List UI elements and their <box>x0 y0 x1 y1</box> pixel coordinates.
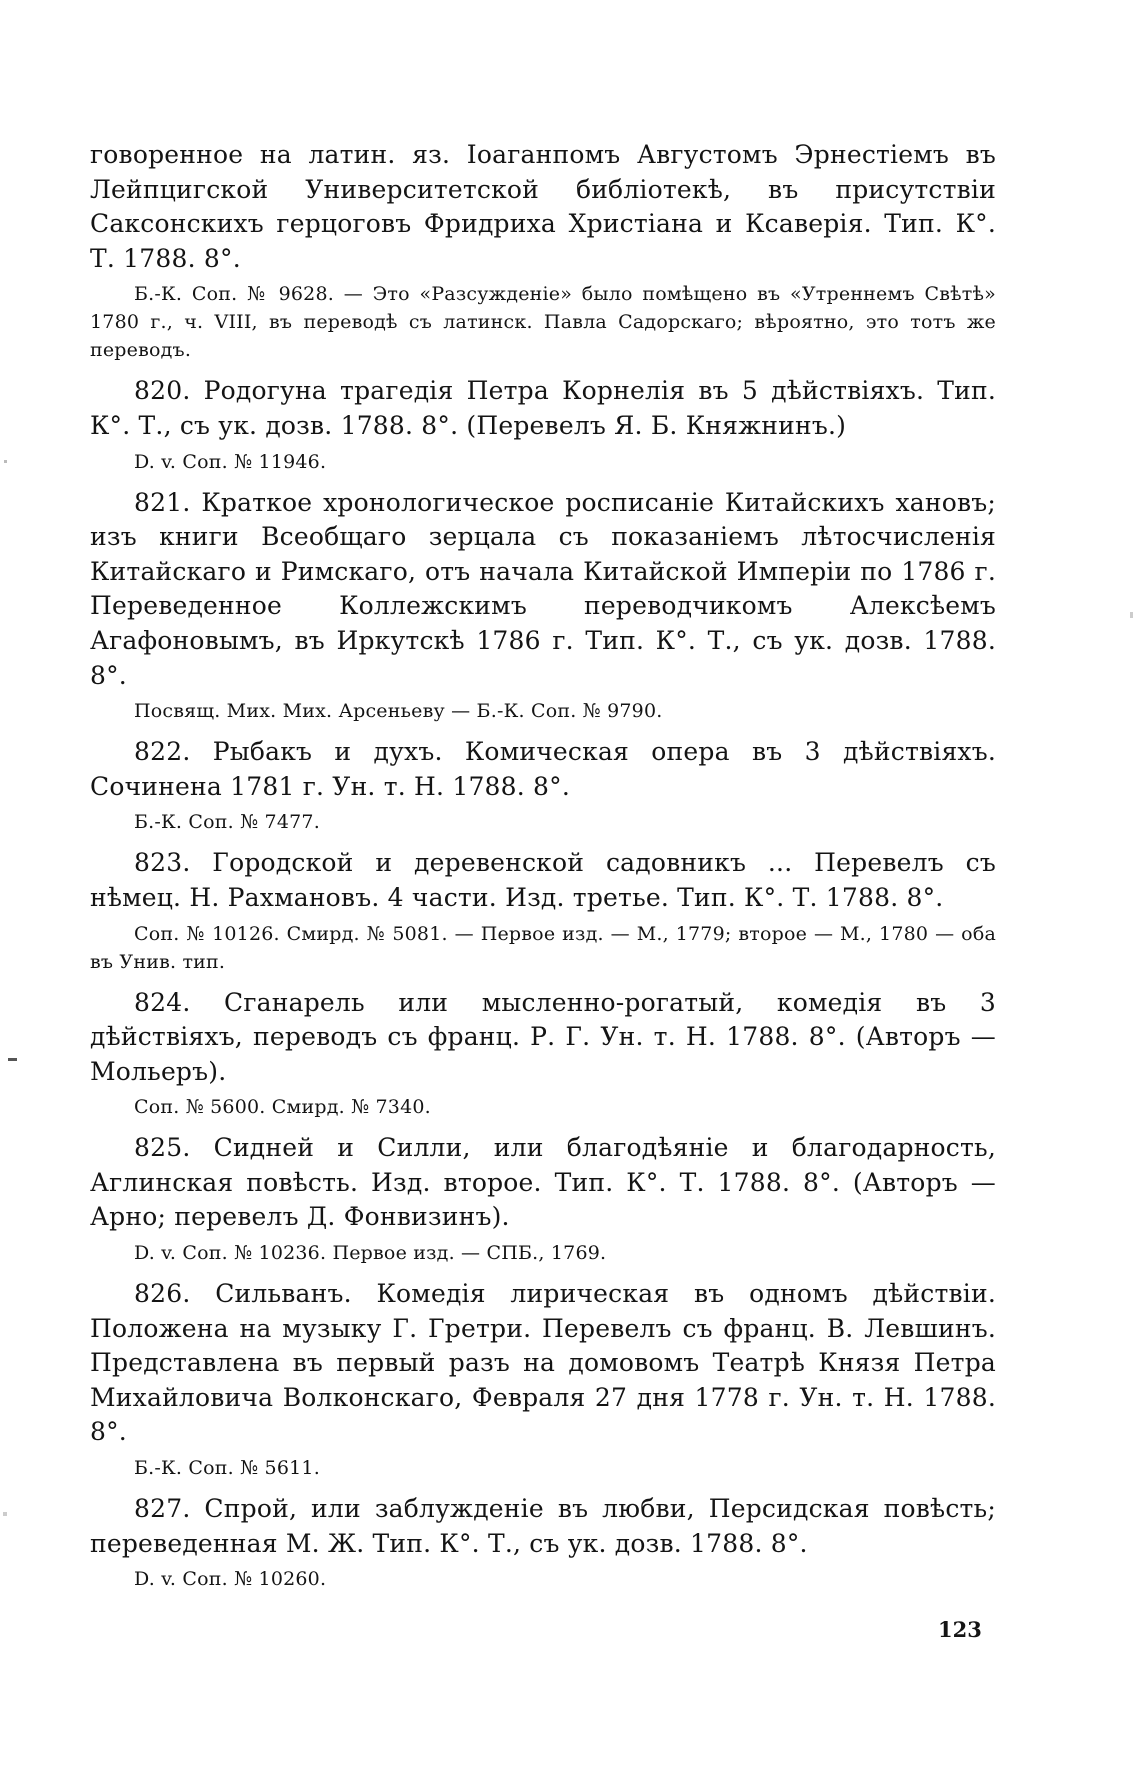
entry-822 <box>90 735 996 836</box>
entry-825 <box>90 1131 996 1267</box>
scan-speck <box>8 1058 17 1061</box>
entry-text: 825. Сидней и Силли, или благодѣяніе и благодарность, Аглинская повѣсть. Изд. второе. Тип. К°. Т. 1788. 8°. (Авторъ — Арно; перевелъ Д. Фонвизинъ). <box>90 1133 996 1232</box>
scan-speck <box>4 460 7 463</box>
scan-speck <box>1130 612 1133 618</box>
entry-text: 824. Сганарель или мысленно-рогатый, комедія въ 3 дѣйствіяхъ, переводъ съ франц. Р. Г. Ун. т. Н. 1788. 8°. (Авторъ — Мольеръ). <box>90 987 996 1086</box>
entry-text: 822. Рыбакъ и духъ. Комическая опера въ 3 дѣйствіяхъ. Сочинена 1781 г. Ун. т. Н. 1788. 8°. <box>90 737 996 801</box>
scan-speck <box>3 1512 7 1516</box>
entry-note: Б.-К. Соп. № 5611. <box>134 1457 320 1480</box>
entry-note: Посвящ. Мих. Мих. Арсеньеву — Б.-К. Соп. № 9790. <box>134 700 663 723</box>
entry-text: 823. Городской и деревенской садовникъ ... Перевелъ съ нѣмец. Н. Рахмановъ. 4 части. Изд. третье. Тип. К°. Т. 1788. 8°. <box>90 848 996 912</box>
entry-text: 826. Сильванъ. Комедія лирическая въ одномъ дѣйствіи. Положена на музыку Г. Гретри. Перевелъ съ франц. В. Левшинъ. Представлена въ первый разъ на домовомъ Театрѣ Князя Петра Михайловича Волконскаго, Февраля 27 дня 1778 г. Ун. т. Н. 1788. 8°. <box>90 1279 996 1447</box>
entry-823 <box>90 846 996 975</box>
entry-continuation <box>90 138 996 364</box>
entry-text: говоренное на латин. яз. Іоаганпомъ Августомъ Эрнестіемъ въ Лейпцигской Университетской библіотекѣ, въ присутствіи Саксонскихъ герцоговъ Фридриха Христіана и Ксаверія. Тип. К°. Т. 1788. 8°. <box>90 140 996 273</box>
entry-note: Б.-К. Соп. № 7477. <box>134 811 320 834</box>
entry-824 <box>90 986 996 1122</box>
entry-note: D. v. Соп. № 10260. <box>134 1568 327 1591</box>
entry-826 <box>90 1277 996 1482</box>
entry-text: 821. Краткое хронологическое росписаніе Китайскихъ хановъ; изъ книги Всеобщаго зерцала съ показаніемъ лѣтосчисленія Китайскаго и Римскаго, отъ начала Китайской Имперіи по 1786 г. Переведенное Коллежскимъ переводчикомъ Алексѣемъ Агафоновымъ, въ Иркутскѣ 1786 г. Тип. К°. Т., съ ук. дозв. 1788. 8°. <box>90 487 996 690</box>
entry-text: 827. Спрой, или заблужденіе въ любви, Персидская повѣсть; переведенная М. Ж. Тип. К°. Т., съ ук. дозв. 1788. 8°. <box>90 1494 996 1558</box>
entry-827 <box>90 1492 996 1593</box>
entry-note: Соп. № 5600. Смирд. № 7340. <box>134 1096 431 1119</box>
text-column <box>90 138 996 1603</box>
entry-821 <box>90 486 996 726</box>
entry-note: Б.-К. Соп. № 9628. — Это «Разсужденіе» было помѣщено въ «Утреннемъ Свѣтѣ» 1780 г., ч. VIII, въ переводѣ съ латинск. Павла Садорскаго; вѣроятно, это тотъ же переводъ. <box>90 283 996 362</box>
entry-note: Соп. № 10126. Смирд. № 5081. — Первое изд. — М., 1779; второе — М., 1780 — оба въ Унив. тип. <box>90 922 996 973</box>
entry-note: D. v. Соп. № 10236. Первое изд. — СПБ., 1769. <box>134 1242 607 1265</box>
page-number: 123 <box>938 1617 982 1642</box>
entry-820 <box>90 374 996 475</box>
entry-text: 820. Родогуна трагедія Петра Корнелія въ 5 дѣйствіяхъ. Тип. К°. Т., съ ук. дозв. 1788. 8°. (Перевелъ Я. Б. Княжнинъ.) <box>90 376 996 440</box>
entry-note: D. v. Соп. № 11946. <box>134 450 327 473</box>
